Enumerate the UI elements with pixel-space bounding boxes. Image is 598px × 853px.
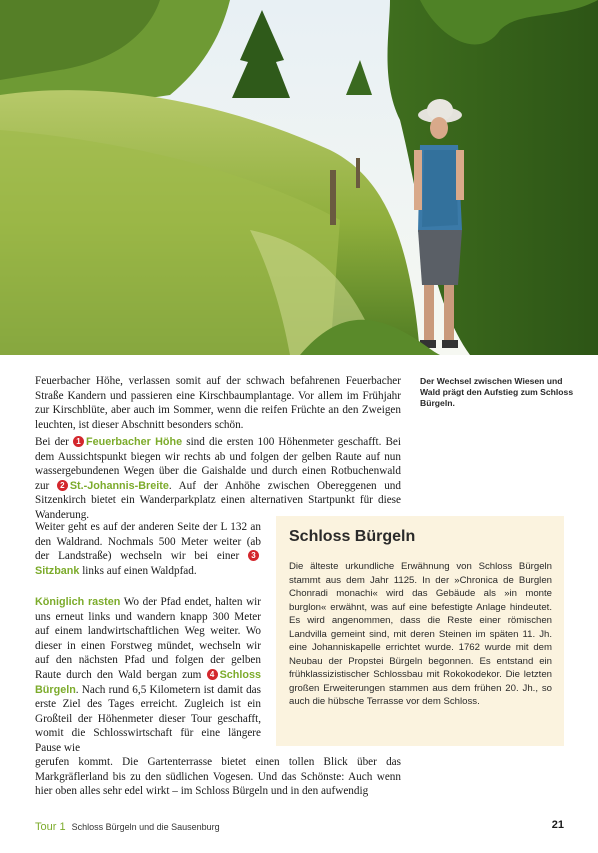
info-box-title: Schloss Bürgeln <box>289 528 416 545</box>
waypoint-2-label: St.-Johannis-Breite <box>69 479 169 492</box>
paragraph-sitzbank <box>35 520 261 578</box>
text-span: links auf einen Waldpfad. <box>79 564 197 577</box>
footer-tour-title: Schloss Bürgeln und die Sausenburg <box>71 822 220 832</box>
page-number: 21 <box>551 819 564 831</box>
paragraph-gartenterrasse: gerufen kommt. Die Gartenterrasse bietet einen tollen Blick über das Markgräflerland bis zu den südlichen Vogesen. Und das Schönste: Auch wenn hier oben alles sehr edel wirkt – im Schloss Bürgeln und in den aufwendig <box>35 756 401 798</box>
text-span: . Auf der Anhöhe zwischen Obereggenen und Sitzenkirch bietet ein Wanderparkplatz einen alternativen Startpunkt für diese Wanderung. <box>35 479 401 521</box>
waypoint-1-marker: 1 <box>73 436 84 447</box>
hiking-photo <box>0 0 598 355</box>
paragraph-feuerbacher-hoehe <box>35 435 401 523</box>
text-span: Weiter geht es auf der anderen Seite der L 132 an den Waldrand. Nochmals 500 Meter weiter (ab der Landstraße) wechseln wir bei einer <box>35 521 261 563</box>
text-span: Wo der Pfad endet, halten wir uns erneut links und wandern knapp 300 Meter auf einem landwirtschaftlichen Weg weiter. Wo dieser in einen Forstweg mündet, wechseln wir auf den nächsten Pfad und folgen der gelben Raute durch den Wald bergan zum <box>35 596 261 681</box>
info-box-schloss-buergeln <box>276 516 564 746</box>
waypoint-1-label: Feuerbacher Höhe <box>86 436 183 448</box>
page-footer <box>35 821 220 833</box>
text-span: Bei der <box>35 436 74 448</box>
waypoint-3-marker: 3 <box>248 550 259 561</box>
paragraph-intro: Feuerbacher Höhe, verlassen somit auf der schwach befahrenen Feuerbacher Straße Kandern und passieren eine Kirschbaumplantage. Vor allem im Frühjahr zur Kirschblüte, aber auch im Sommer, wenn die reifen Früchte an den Zweigen leuchten, ist dieser Abschnitt besonders schön. <box>35 375 401 431</box>
section-lead-heading: Königlich rasten <box>35 596 121 608</box>
waypoint-4-label: Schloss Bürgeln <box>35 668 261 696</box>
paragraph-koeniglich-rasten <box>35 595 261 756</box>
info-box-text: Die älteste urkundliche Erwähnung von Schloss Bürgeln stammt aus dem Jahr 1125. In der »Chronica de Burglen Chonradi monachi« wird das Gebäude als »in monte burglon« erwähnt, was auf eine befestigte Anlage hindeutet. Es wird angenommen, dass die Reste einer römischen Landvilla gemeint sind, mit deren Steinen im späten 11. Jh. eine Johanniskapelle errichtet wurde. 1762 wurde mit dem Neubau der Propstei Bürgeln begonnen. Es entstand ein frühklassizistischer Schlossbau mit Rokokodekor. Die letzten großen Erweiterungen stammen aus dem frühen 20. Jh., so auch die hübsche Terrasse vor dem Schloss. <box>289 561 552 707</box>
waypoint-4-marker: 4 <box>207 669 218 680</box>
footer-tour-label: Tour 1 <box>35 821 66 833</box>
text-span: . Nach rund 6,5 Kilometern ist damit das erste Ziel des Tages erreicht. Zugleich ist ein Großteil der Höhenmeter dieser Tour geschafft, womit die Schlosswirtschaft für eine längere Pause wie <box>35 683 261 754</box>
waypoint-2-marker: 2 <box>57 480 68 491</box>
photo-caption: Der Wechsel zwischen Wiesen und Wald prägt den Aufstieg zum Schloss Bürgeln. <box>420 376 574 408</box>
waypoint-3-label: Sitzbank <box>35 564 80 577</box>
text-span: sind die ersten 100 Höhenmeter geschafft. Bei dem Aussichtspunkt biegen wir rechts ab und folgen der gelben Raute auf nun wassergebundenen Wegen über die Gaishalde und durch einen Rotbuchenwald zur <box>35 436 402 492</box>
